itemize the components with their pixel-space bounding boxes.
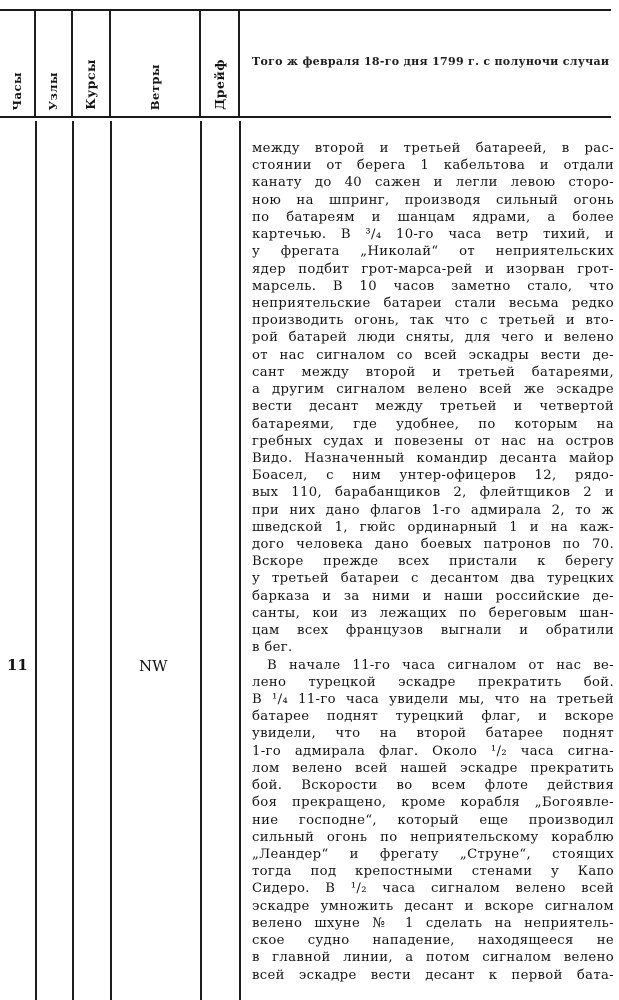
- text-line: Видо. Назначенный командир десанта майор: [252, 450, 614, 466]
- text-line: между второй и третьей батареей, в рас-: [252, 141, 614, 156]
- column-header-events-title: Того ж февраля 18-го дня 1799 г. с полуночи случаи: [252, 55, 610, 68]
- text-line: велено шхуне № 1 сделать на неприятель-: [252, 915, 614, 931]
- column-divider: [200, 121, 202, 1000]
- text-line: цам всех французов выгнали и обратили: [252, 623, 614, 639]
- column-divider: [72, 121, 74, 1000]
- column-divider: [238, 11, 240, 116]
- text-line: ское судно нападение, находящееся не: [252, 933, 614, 949]
- hour-value: 11: [7, 656, 28, 674]
- text-line: шведской 1, гюйс ординарный 1 и на каж-: [252, 519, 614, 535]
- column-header-drift: [200, 11, 238, 116]
- text-line: сильный огонь по неприятельскому кораблю: [252, 829, 614, 845]
- text-line: ною на шпринг, производя сильный огонь: [252, 192, 614, 208]
- text-line: эскадре умножить десант и вскоре сигналом: [252, 898, 614, 914]
- log-entry-text: [252, 140, 614, 984]
- column-header-label: Узлы: [46, 71, 60, 110]
- text-line: вых 110, барабанщиков 2, флейтщиков 2 и: [252, 485, 614, 501]
- text-line: санты, кои из лежащих по береговым шан-: [252, 605, 614, 621]
- text-line: увидели, что на второй батарее поднят: [252, 726, 614, 742]
- text-line: боя прекращено, кроме корабля „Богоявле-: [252, 795, 614, 811]
- text-line: Вскоре прежде всех пристали к берегу: [252, 554, 614, 570]
- text-line: Сидеро. В ¹/₂ часа сигналом велено всей: [252, 881, 614, 897]
- text-line: неприятельские батареи стали весьма редко: [252, 295, 614, 311]
- text-line: „Леандер“ и фрегату „Струне“, стоящих: [252, 846, 614, 862]
- text-line: лено турецкой эскадре прекратить бой.: [252, 674, 614, 690]
- text-line: ядер подбит грот-марса-рей и изорван грот-: [252, 261, 614, 277]
- column-header-label: Курсы: [83, 59, 98, 110]
- text-line: в главной линии, а потом сигналом велено: [252, 950, 614, 966]
- text-line: от нас сигналом со всей эскадры вести де-: [252, 347, 614, 363]
- text-line: лом велено всей нашей эскадре прекратить: [252, 760, 614, 776]
- text-line: Боасел, с ним унтер-офицеров 12, рядо-: [252, 468, 614, 484]
- text-line: канату до 40 сажен и легли левою сторо-: [252, 175, 614, 191]
- text-line: у третьей батареи с десантом два турецких: [252, 571, 614, 587]
- text-line: производить огонь, так что с третьей и вто-: [252, 313, 614, 329]
- text-line: сант между второй и третьей батареями,: [252, 364, 614, 380]
- column-header-winds: [110, 11, 199, 116]
- column-divider: [35, 121, 37, 1000]
- text-line: батарее поднят турецкий флаг, и вскоре: [252, 709, 614, 725]
- column-header-knots: [35, 11, 71, 116]
- column-divider: [239, 121, 241, 1000]
- text-line: картечью. В ³/₄ 10-го часа ветр тихий, и: [252, 227, 614, 243]
- text-line: рой батарей люди сняты, для чего и велено: [252, 330, 614, 346]
- column-header-label: Часы: [10, 71, 24, 110]
- text-line: тогда под крепостными стенами у Капо: [252, 864, 614, 880]
- text-line: бой. Вскорости во всем флоте действия: [252, 778, 614, 794]
- column-header-courses: [72, 11, 109, 116]
- text-line: а другим сигналом велено всей же эскадре: [252, 382, 614, 398]
- text-line: по батареям и шанцам ядрами, а более: [252, 209, 614, 225]
- text-line: марсель. В 10 часов заметно стало, что: [252, 278, 614, 294]
- text-line: при них дано флагов 1-го адмирала 2, то ж: [252, 502, 614, 518]
- text-line: стоянии от берега 1 кабельтова и отдали: [252, 158, 614, 174]
- text-line: ние господне“, который еще производил: [252, 812, 614, 828]
- text-line: В ¹/₄ 11-го часа увидели мы, что на третьей: [252, 692, 614, 707]
- column-header-label: Дрейф: [211, 59, 227, 110]
- paragraph-start-line: В начале 11-го часа сигналом от нас ве-: [267, 657, 614, 673]
- text-line: дого человека дано боевых патронов по 70.: [252, 537, 614, 553]
- text-line: вести десант между третьей и четвертой: [252, 399, 614, 415]
- text-line: в бег.: [252, 640, 293, 656]
- column-divider: [110, 121, 112, 1000]
- header-bottom-rule: [0, 116, 611, 118]
- text-line: батареями, где удобнее, по которым на: [252, 416, 614, 432]
- text-line: барказа и за ними и наши российские де-: [252, 588, 614, 604]
- column-header-label: Ветры: [147, 63, 162, 110]
- text-line: 1-го адмирала флаг. Около ¹/₂ часа сигна-: [252, 743, 614, 759]
- text-line: гребных судах и повезены от нас на остров: [252, 433, 614, 449]
- text-line: у фрегата „Николай“ от неприятельских: [252, 244, 614, 260]
- column-header-hours: [0, 11, 34, 116]
- wind-value: NW: [139, 657, 168, 675]
- text-line: всей эскадре вести десант к первой бата-: [252, 967, 614, 983]
